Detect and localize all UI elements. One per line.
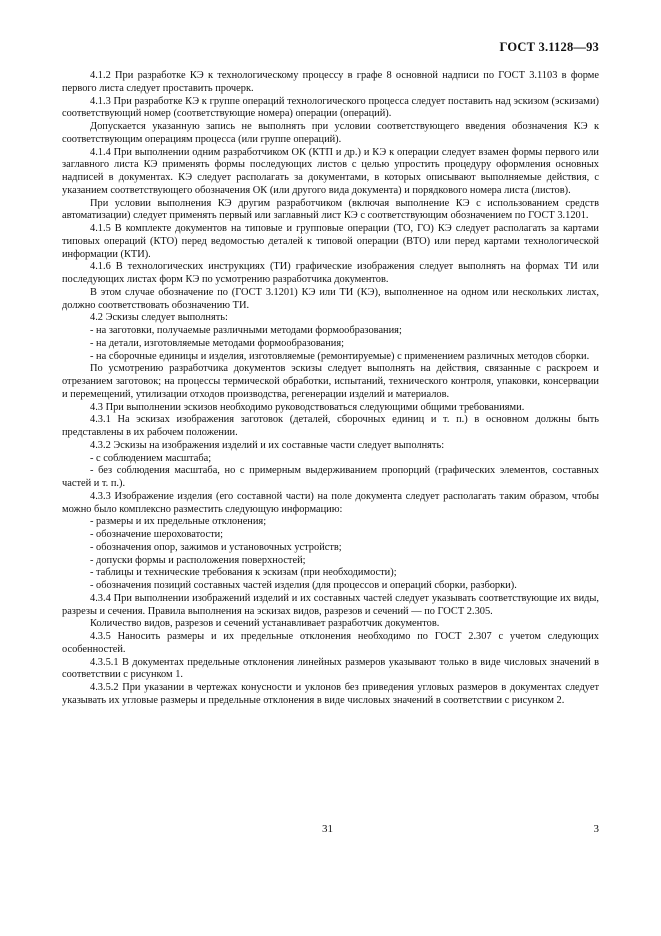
sheet-number: 3 — [593, 823, 599, 835]
list-item: - на детали, изготовляемые методами формообразования; — [90, 337, 345, 349]
list-item: - допуски формы и расположения поверхностей; — [90, 554, 306, 566]
paragraph-4-3: 4.3 При выполнении эскизов необходимо руководствоваться следующими общими требованиями. — [90, 401, 525, 413]
paragraph-4-3-1: 4.3.1 На эскизах изображения заготовок (деталей, сборочных единиц и т. п.) в основном должны быть представлены в их рабочем положении. — [62, 414, 599, 438]
paragraph-4-2: 4.2 Эскизы следует выполнять: — [90, 312, 228, 324]
paragraph-4-3-2: 4.3.2 Эскизы на изображения изделий и их составные части следует выполнять: — [90, 439, 445, 451]
list-item: - обозначение шероховатости; — [90, 529, 224, 540]
list-item: - на заготовки, получаемые различными методами формообразования; — [90, 325, 402, 336]
paragraph-4-1-3: 4.1.3 При разработке КЭ к группе операций технологического процесса следует поставить над эскизом (эскизами) соответствующий номер (соответствующие номера) операции (операций). — [62, 95, 599, 120]
paragraph-4-1-6: 4.1.6 В технологических инструкциях (ТИ) графические изображения следует выполнять на формах ТИ или последующих листах форм КЭ по усмотрению разработчика документов. — [62, 261, 599, 285]
paragraph-4-3-5-2: 4.3.5.2 При указании в чертежах конусности и уклонов без приведения угловых размеров в документах следует указывать их угловые размеры и предельные отклонения в виде числовых значений в соответствии с рисунком 2. — [62, 682, 599, 706]
paragraph-4-3-3: 4.3.3 Изображение изделия (его составной части) на поле документа следует располагать таким образом, чтобы можно было комплексно разместить следующую информацию: — [62, 490, 599, 515]
list-item: - обозначения позиций составных частей изделия (для процессов и операций сборки, разборки). — [90, 580, 517, 591]
paragraph-4-3-4: 4.3.4 При выполнении изображений изделий и их составных частей следует указывать соответствующие их виды, разрезы и сечения. Правила выполнения на эскизах видов, разрезов и сечений — по ГОСТ 2.305. — [62, 592, 599, 617]
list-item: - без соблюдения масштаба, но с примерным выдерживанием пропорций (графических элементов, составных частей и т. п.). — [62, 465, 599, 489]
paragraph-4-1-5: 4.1.5 В комплекте документов на типовые и групповые операции (ТО, ГО) КЭ следует располагать за картами типовых операций (КТО) перед ведомостью деталей к типовой операции (ВТО) или перед картами технологической информации (КТИ). — [62, 223, 599, 260]
paragraph-4-3-5: 4.3.5 Наносить размеры и их предельные отклонения необходимо по ГОСТ 2.307 с учетом следующих особенностей. — [62, 631, 599, 655]
paragraph-4-1-2: 4.1.2 При разработке КЭ к технологическому процессу в графе 8 основной надписи по ГОСТ 3.1103 в форме первого листа следует проставить прочерк. — [62, 70, 599, 94]
paragraph-4-1-4: 4.1.4 При выполнении одним разработчиком ОК (КТП и др.) и КЭ к операции следует взамен формы первого или заглавного листа КЭ применять формы последующих листов с целью упростить процедуру оформления основных надписей в документах. КЭ следует располагать за документами, в которых описывают выполняемые действия, с указанием соответствующего обозначения ОК (или другого вида документа) и порядкового номера листа (листов). — [62, 146, 599, 196]
paragraph: Количество видов, разрезов и сечений устанавливает разработчик документов. — [90, 618, 440, 630]
list-item: - обозначения опор, зажимов и установочных устройств; — [90, 541, 342, 553]
paragraph: Допускается указанную запись не выполнять при условии соответствующего введения обозначения КЭ к соответствующим операциям процесса (или группе операций). — [62, 121, 599, 145]
document-body — [62, 70, 599, 708]
paragraph: По усмотрению разработчика документов эскизы следует выполнять на действия, связанные с раскроем и отрезанием заготовок; на процессы термической обработки, испытаний, технического контроля, упаковки, консервации и перемещений, утилизации отходов производства, регенерации изделий и материалов. — [62, 363, 599, 400]
page-number: 31 — [322, 823, 333, 835]
list-item: - таблицы и технические требования к эскизам (при необходимости); — [90, 567, 397, 579]
document-header: ГОСТ 3.1128—93 — [499, 40, 599, 54]
paragraph-4-3-5-1: 4.3.5.1 В документах предельные отклонения линейных размеров указывают только в виде числовых значений в соответствии с рисунком 1. — [62, 656, 599, 681]
list-item: - размеры и их предельные отклонения; — [90, 516, 267, 528]
paragraph: В этом случае обозначение по (ГОСТ 3.1201) КЭ или ТИ (КЭ), выполненное на одном или нескольких листах, должно соответствовать обозначению ТИ. — [62, 286, 599, 311]
list-item: - с соблюдением масштаба; — [90, 452, 212, 464]
list-item: - на сборочные единицы и изделия, изготовляемые (ремонтируемые) с применением различных методов сборки. — [90, 350, 590, 362]
paragraph: При условии выполнения КЭ другим разработчиком (включая выполнение КЭ с использованием средств автоматизации) следует применять первый или заглавный лист КЭ с соответствующим обозначением по ГОСТ 3.1201. — [62, 197, 599, 222]
